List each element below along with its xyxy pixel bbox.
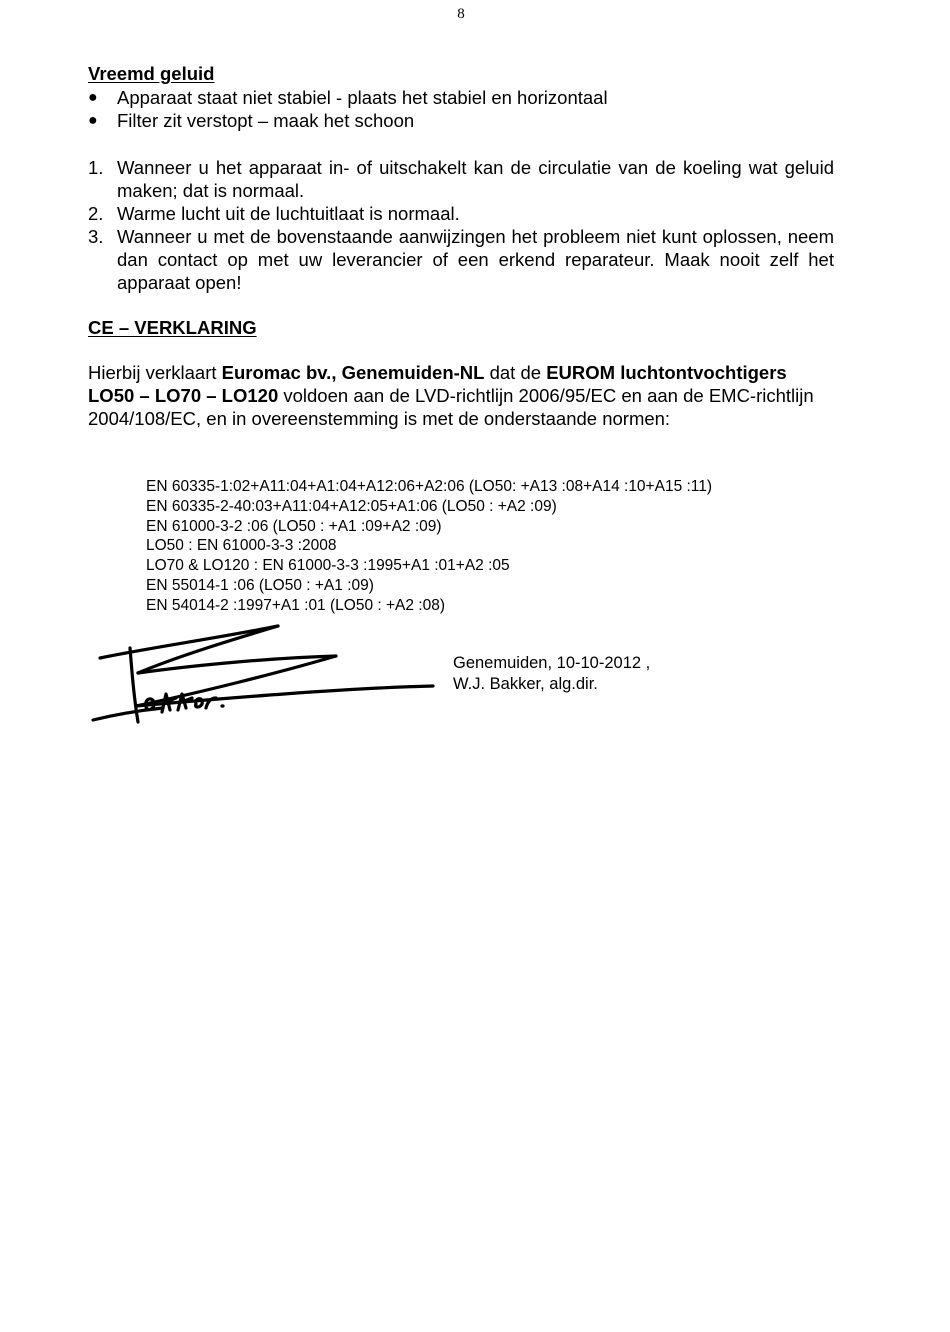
declaration-text: Hierbij verklaart [88,362,222,383]
norm-item: EN 54014-2 :1997+A1 :01 (LO50 : +A2 :08) [146,596,446,614]
signature-block [453,653,650,695]
page-number: 8 [457,6,465,22]
list-item [88,202,834,225]
section-title-ce: CE – VERKLARING [88,317,257,338]
list-item-text: Wanneer u met de bovenstaande aanwijzingen het probleem niet kunt oplossen, neem dan contact op met uw leverancier of een erkend reparateur. Maak nooit zelf het apparaat open! [117,226,834,293]
norm-item: LO70 & LO120 : EN 61000-3-3 :1995+A1 :01+A2 :05 [146,557,510,575]
list-item-number: 2. [88,203,104,224]
list-item-text: Filter zit verstopt – maak het schoon [117,110,415,131]
place-date: Genemuiden, 10-10-2012 , [453,654,651,672]
list-item [88,156,834,202]
declaration-text: voldoen aan de LVD-richtlijn 2006/95/EC en aan de EMC-richtlijn 2004/108/EC, en in overeenstemming is met de onderstaande normen: [88,385,814,429]
norm-item: EN 60335-2-40:03+A11:04+A12:05+A1:06 (LO50 : +A2 :09) [146,497,557,515]
bullet-icon: ● [88,112,98,129]
list-item [88,225,834,294]
ce-declaration [88,361,834,430]
list-item-number: 3. [88,226,104,247]
list-item [88,86,608,109]
list-item-text: Wanneer u het apparaat in- of uitschakelt kan de circulatie van de koeling wat geluid maken; dat is normaal. [117,157,834,201]
noise-numbered-list [88,156,834,294]
bullet-icon: ● [88,89,98,106]
section-title-noise: Vreemd geluid [88,63,215,84]
noise-bullet-list [88,86,608,132]
norm-item: EN 61000-3-2 :06 (LO50 : +A1 :09+A2 :09) [146,517,442,535]
list-item-text: Warme lucht uit de luchtuitlaat is normaal. [117,203,460,224]
handwritten-signature [88,618,438,728]
norm-item: EN 60335-1:02+A11:04+A1:04+A12:06+A2:06 (LO50: +A13 :08+A14 :10+A15 :11) [146,478,713,495]
product-name: EUROM luchtontvochtigers LO50 – LO70 – LO120 [88,362,787,406]
list-item [88,109,608,132]
company-name: Euromac bv., Genemuiden-NL [221,362,485,383]
signatory: W.J. Bakker, alg.dir. [453,675,598,693]
norms-list [146,477,712,616]
declaration-text: dat de [484,362,547,383]
list-item-text: Apparaat staat niet stabiel - plaats het stabiel en horizontaal [117,87,608,108]
list-item-number: 1. [88,157,104,178]
norm-item: EN 55014-1 :06 (LO50 : +A1 :09) [146,576,374,594]
norm-item: LO50 : EN 61000-3-3 :2008 [146,537,337,555]
